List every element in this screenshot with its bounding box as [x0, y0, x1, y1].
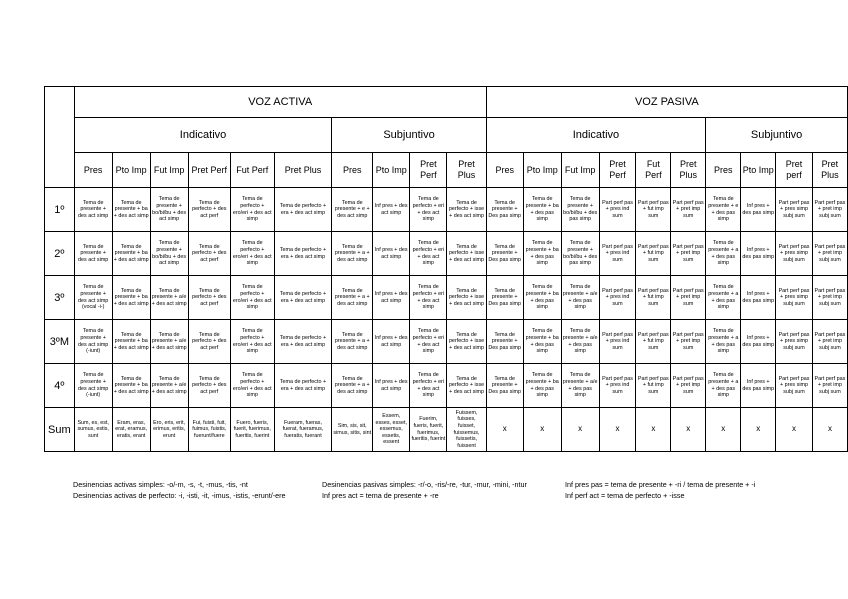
form-cell: Tema de perfecto + era + des act simp	[274, 188, 332, 232]
form-cell: Fuero, fueris, fuerit, fuerimus, fueritis, fuerint	[230, 408, 274, 452]
form-cell: x	[776, 408, 813, 452]
form-cell: Part perf pas + pret imp subj sum	[812, 364, 847, 408]
tense-header: Pret Plus	[812, 153, 847, 188]
form-cell: Essem, esses, esset, essemus, essetis, essent	[373, 408, 410, 452]
conjugation-row	[45, 364, 848, 408]
tense-header: Pret Perf	[410, 153, 447, 188]
form-cell: Tema de presente + des act simp (-iunt)	[74, 364, 112, 408]
tense-header: Pto Imp	[112, 153, 150, 188]
form-cell: Tema de perfecto + ero/eri + des act simp	[230, 364, 274, 408]
tense-header: Fut Perf	[230, 153, 274, 188]
form-cell: x	[561, 408, 599, 452]
form-cell: Part perf pas + pres ind sum	[599, 364, 636, 408]
form-cell: Fuerim, fueris, fuerit, fuerimus, fueritis, fuerint	[410, 408, 447, 452]
form-cell: Inf pres + des pas simp	[741, 320, 776, 364]
tense-header: Pret Perf	[599, 153, 636, 188]
form-cell: Part perf pas + pret imp sum	[671, 188, 706, 232]
form-cell: Tema de presente + a + des act simp	[332, 320, 373, 364]
form-cell: x	[812, 408, 847, 452]
conjugation-row	[45, 188, 848, 232]
form-cell: Tema de presente + ba + des act simp	[112, 320, 150, 364]
voice-header-row	[45, 87, 848, 118]
notes-infinitives	[565, 480, 795, 501]
form-cell: Tema de presente + a/e + des pas simp	[561, 364, 599, 408]
form-cell: Tema de perfecto + ero/eri + des act simp	[230, 320, 274, 364]
tense-header: Pres	[706, 153, 741, 188]
form-cell: Tema de presente + e + des act simp	[332, 188, 373, 232]
form-cell: Tema de perfecto + eri + des act simp	[410, 276, 447, 320]
mood-header-row	[45, 118, 848, 153]
form-cell: Tema de presente + a/e + des act simp	[150, 320, 188, 364]
form-cell: Inf pres + des pas simp	[741, 364, 776, 408]
mood-active-subjuntivo: Subjuntivo	[332, 118, 486, 153]
form-cell: Tema de presente + ba + des act simp	[112, 188, 150, 232]
form-cell: Tema de presente + ba + des pas simp	[523, 320, 561, 364]
conjugation-row	[45, 320, 848, 364]
form-cell: Tema de presente + Des pas simp	[486, 188, 523, 232]
tense-header: Pret Plus	[447, 153, 486, 188]
tense-header: Pret perf	[776, 153, 813, 188]
conjugation-row	[45, 408, 848, 452]
tense-header-row	[45, 153, 848, 188]
form-cell: Tema de presente + Des pas simp	[486, 232, 523, 276]
form-cell: Tema de presente + a + des pas simp	[706, 232, 741, 276]
form-cell: Part perf pas + fut imp sum	[636, 364, 671, 408]
form-cell: Tema de perfecto + era + des act simp	[274, 364, 332, 408]
form-cell: x	[706, 408, 741, 452]
form-cell: Tema de presente + des act simp (vocal -i-)	[74, 276, 112, 320]
mood-passive-indicativo: Indicativo	[486, 118, 706, 153]
form-cell: Tema de presente + e + des pas simp	[706, 188, 741, 232]
form-cell: Tema de perfecto + eri + des act simp	[410, 232, 447, 276]
form-cell: Tema de presente + des act simp (-iunt)	[74, 320, 112, 364]
note-active-simple: Desinencias activas simples: -o/-m, -s, -t, -mus, -tis, -nt	[73, 480, 248, 489]
form-cell: Tema de perfecto + ero/eri + des act simp	[230, 188, 274, 232]
form-cell: Tema de perfecto + isse + des act simp	[447, 188, 486, 232]
form-cell: Part perf pas + pret imp sum	[671, 320, 706, 364]
form-cell: Tema de presente + des act simp	[74, 188, 112, 232]
conjugation-row	[45, 276, 848, 320]
form-cell: Part perf pas + fut imp sum	[636, 188, 671, 232]
conjugation-label: 4º	[45, 364, 75, 408]
note-active-perfect: Desinencias activas de perfecto: -i, -isti, -it, -imus, -istis, -erunt/-ere	[73, 490, 286, 500]
form-cell: Part perf pas + pret imp sum	[671, 276, 706, 320]
form-cell: Part perf pas + pret imp subj sum	[812, 320, 847, 364]
form-cell: Part perf pas + pret imp sum	[671, 364, 706, 408]
form-cell: Tema de presente + bo/bi/bu + des pas simp	[561, 188, 599, 232]
form-cell: Part perf pas + pret imp subj sum	[812, 232, 847, 276]
form-cell: Fui, fuisti, fuit, fuimus, fuistis, fuerunt/fuere	[188, 408, 230, 452]
form-cell: Tema de perfecto + des act perf	[188, 188, 230, 232]
form-cell: x	[741, 408, 776, 452]
note-inf-pres-act: Inf pres act = tema de presente + -re	[322, 490, 439, 500]
form-cell: Inf pres + des act simp	[373, 188, 410, 232]
form-cell: Tema de presente + bo/bi/bu + des pas simp	[561, 232, 599, 276]
form-cell: Eram, eras, erat, eramus, eratis, erant	[112, 408, 150, 452]
tense-header: Pto Imp	[523, 153, 561, 188]
form-cell: Part perf pas + fut imp sum	[636, 320, 671, 364]
form-cell: Part perf pas + fut imp sum	[636, 232, 671, 276]
form-cell: Tema de presente + ba + des act simp	[112, 364, 150, 408]
form-cell: Tema de perfecto + era + des act simp	[274, 276, 332, 320]
form-cell: Part perf pas + pret imp subj sum	[812, 188, 847, 232]
form-cell: Tema de presente + ba + des act simp	[112, 232, 150, 276]
form-cell: Tema de presente + a/e + des act simp	[150, 276, 188, 320]
form-cell: Part perf pas + pres ind sum	[599, 232, 636, 276]
form-cell: x	[523, 408, 561, 452]
form-cell: Tema de perfecto + des act perf	[188, 364, 230, 408]
notes-active-endings	[73, 480, 293, 501]
form-cell: Inf pres + des act simp	[373, 276, 410, 320]
form-cell: Tema de presente + Des pas simp	[486, 320, 523, 364]
form-cell: Tema de perfecto + des act perf	[188, 320, 230, 364]
form-cell: Tema de perfecto + des act perf	[188, 232, 230, 276]
form-cell: Tema de presente + a/e + des act simp	[150, 364, 188, 408]
form-cell: Tema de presente + bo/bi/bu + des act simp	[150, 232, 188, 276]
tense-header: Fut Perf	[636, 153, 671, 188]
note-inf-perf-act: Inf perf act = tema de perfecto + -isse	[565, 490, 685, 500]
form-cell: Tema de perfecto + era + des act simp	[274, 232, 332, 276]
form-cell: Tema de presente + bo/bi/bu + des act simp	[150, 188, 188, 232]
form-cell: Inf pres + des pas simp	[741, 232, 776, 276]
form-cell: Tema de perfecto + isse + des act simp	[447, 232, 486, 276]
note-inf-pres-pas: Inf pres pas = tema de presente + -ri / tema de presente + -i	[565, 480, 756, 489]
form-cell: Tema de presente + ba + des pas simp	[523, 276, 561, 320]
form-cell: Tema de presente + ba + des act simp	[112, 276, 150, 320]
form-cell: Part perf pas + pres ind sum	[599, 276, 636, 320]
form-cell: Part perf pas + pres simp subj sum	[776, 188, 813, 232]
form-cell: Part perf pas + pret imp subj sum	[812, 276, 847, 320]
form-cell: Part perf pas + fut imp sum	[636, 276, 671, 320]
conjugation-table	[44, 86, 848, 452]
form-cell: Tema de presente + a + des pas simp	[706, 320, 741, 364]
form-cell: Tema de presente + ba + des pas simp	[523, 188, 561, 232]
form-cell: Tema de perfecto + isse + des act simp	[447, 276, 486, 320]
form-cell: Tema de presente + a/e + des pas simp	[561, 320, 599, 364]
form-cell: Part perf pas + pres simp subj sum	[776, 276, 813, 320]
form-cell: Tema de perfecto + isse + des act simp	[447, 364, 486, 408]
form-cell: Ero, eris, erit, erimus, eritis, erunt	[150, 408, 188, 452]
form-cell: Part perf pas + pres simp subj sum	[776, 320, 813, 364]
form-cell: Sim, sis, sit, simus, sitis, sint	[332, 408, 373, 452]
voice-passive-header: VOZ PASIVA	[486, 87, 847, 118]
form-cell: Tema de perfecto + isse + des act simp	[447, 320, 486, 364]
form-cell: Tema de presente + des act simp	[74, 232, 112, 276]
form-cell: Tema de presente + a/e + des pas simp	[561, 276, 599, 320]
form-cell: Tema de perfecto + era + des act simp	[274, 320, 332, 364]
form-cell: x	[671, 408, 706, 452]
form-cell: Inf pres + des act simp	[373, 232, 410, 276]
form-cell: Tema de perfecto + eri + des act simp	[410, 188, 447, 232]
mood-passive-subjuntivo: Subjuntivo	[706, 118, 848, 153]
conjugation-row	[45, 232, 848, 276]
voice-active-header: VOZ ACTIVA	[74, 87, 486, 118]
tense-header: Pres	[332, 153, 373, 188]
tense-header: Pret Plus	[671, 153, 706, 188]
conjugation-label: 3ºM	[45, 320, 75, 364]
form-cell: Sum, es, est, sumus, estis, sunt	[74, 408, 112, 452]
form-cell: Fueram, fueras, fuerat, fueramus, fueratis, fuerant	[274, 408, 332, 452]
conjugation-label: 2º	[45, 232, 75, 276]
form-cell: Tema de presente + Des pas simp	[486, 276, 523, 320]
form-cell: Tema de presente + a + des pas simp	[706, 276, 741, 320]
form-cell: Fuissem, fuisses, fuisset, fuissemus, fuissetis, fuissent	[447, 408, 486, 452]
form-cell: Inf pres + des pas simp	[741, 188, 776, 232]
tense-header: Fut Imp	[150, 153, 188, 188]
form-cell: Tema de perfecto + ero/eri + des act simp	[230, 232, 274, 276]
notes-passive-endings	[322, 480, 527, 501]
form-cell: Tema de presente + ba + des pas simp	[523, 364, 561, 408]
tense-header: Pto Imp	[741, 153, 776, 188]
mood-active-indicativo: Indicativo	[74, 118, 332, 153]
form-cell: Tema de perfecto + eri + des act simp	[410, 320, 447, 364]
form-cell: x	[599, 408, 636, 452]
form-cell: Tema de presente + ba + des pas simp	[523, 232, 561, 276]
form-cell: x	[486, 408, 523, 452]
corner-cell	[45, 87, 75, 188]
form-cell: x	[636, 408, 671, 452]
form-cell: Tema de presente + a + des act simp	[332, 276, 373, 320]
form-cell: Tema de perfecto + eri + des act simp	[410, 364, 447, 408]
form-cell: Part perf pas + pret imp sum	[671, 232, 706, 276]
note-passive-simple: Desinencias pasivas simples: -r/-o, -ris/-re, -tur, -mur, -mini, -ntur	[322, 480, 527, 489]
form-cell: Inf pres + des act simp	[373, 320, 410, 364]
conjugation-label: 1º	[45, 188, 75, 232]
form-cell: Tema de presente + Des pas simp	[486, 364, 523, 408]
form-cell: Inf pres + des act simp	[373, 364, 410, 408]
form-cell: Tema de presente + a + des pas simp	[706, 364, 741, 408]
tense-header: Pto Imp	[373, 153, 410, 188]
tense-header: Fut Imp	[561, 153, 599, 188]
form-cell: Tema de perfecto + ero/eri + des act simp	[230, 276, 274, 320]
form-cell: Inf pres + des pas simp	[741, 276, 776, 320]
form-cell: Tema de perfecto + des act perf	[188, 276, 230, 320]
conjugation-label: 3º	[45, 276, 75, 320]
form-cell: Tema de presente + a + des act simp	[332, 232, 373, 276]
form-cell: Part perf pas + pres ind sum	[599, 188, 636, 232]
tense-header: Pret Perf	[188, 153, 230, 188]
tense-header: Pres	[74, 153, 112, 188]
tense-header: Pret Plus	[274, 153, 332, 188]
form-cell: Part perf pas + pres ind sum	[599, 320, 636, 364]
conjugation-label: Sum	[45, 408, 75, 452]
form-cell: Part perf pas + pres simp subj sum	[776, 364, 813, 408]
form-cell: Tema de presente + a + des act simp	[332, 364, 373, 408]
tense-header: Pres	[486, 153, 523, 188]
form-cell: Part perf pas + pres simp subj sum	[776, 232, 813, 276]
